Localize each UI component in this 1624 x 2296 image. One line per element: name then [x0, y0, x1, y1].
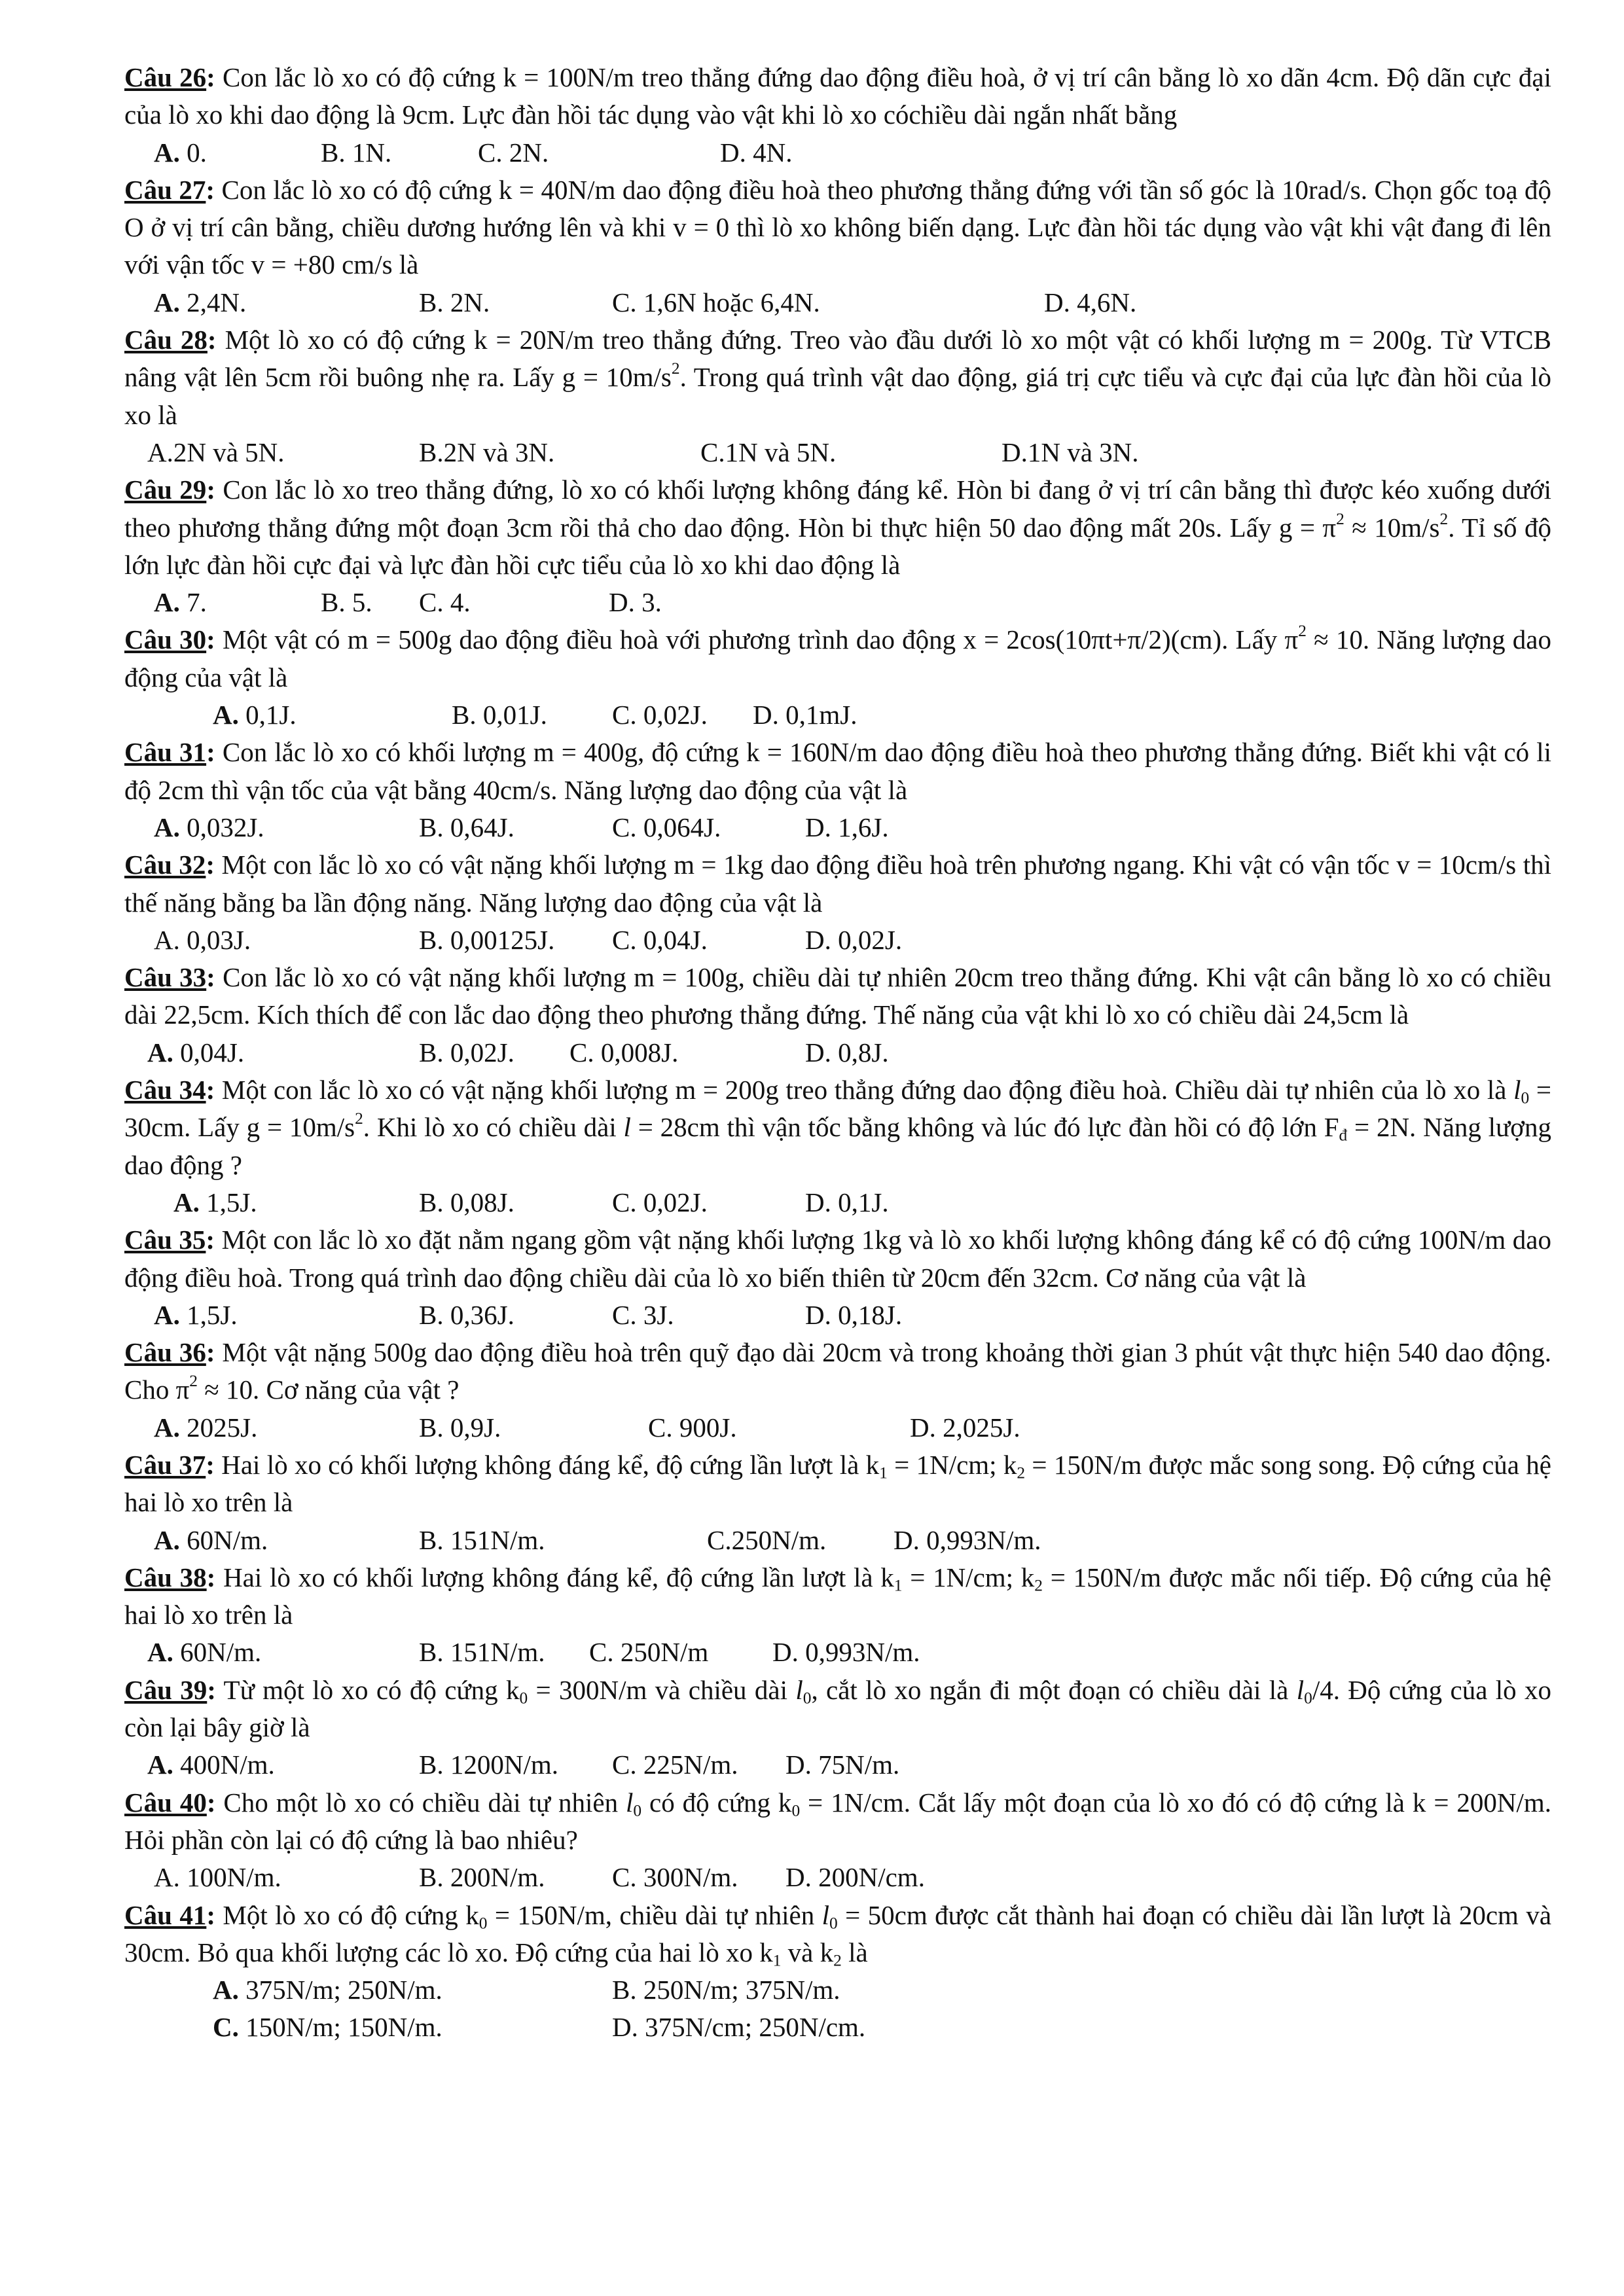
question-body: Con lắc lò xo có độ cứng k = 40N/m dao động điều hoà theo phương thẳng đứng với tần số góc là 10rad/s. Chọn gốc toạ độ O ở vị trí cân bằng, chiều dương hướng lên và khi v = 0 thì lò xo không biến dạng. Lực đàn hồi tác dụng vào vật khi vật đang đi lên với vận tốc v = +80 cm/s là [124, 174, 1551, 280]
option-d: D. 0,18J. [805, 1299, 903, 1330]
question-text: Câu 28: Một lò xo có độ cứng k = 20N/m treo thẳng đứng. Treo vào đầu dưới lò xo một vật có khối lượng m = 200g. Từ VTCB nâng vật lên 5cm rồi buông nhẹ ra. Lấy $g = 10m/s^2$. Trong quá trình vật dao động, giá trị cực tiểu và cực đại của lực đàn hồi của lò xo là [124, 325, 1551, 430]
question-37 [124, 1446, 1551, 1559]
document-page [124, 59, 1551, 2047]
question-label: Câu 26 [124, 62, 207, 92]
option-b: B. 151N/m. [419, 1637, 545, 1668]
option-b: B. 0,00125J. [419, 924, 555, 955]
option-d: D. 0,02J. [805, 924, 903, 955]
option-c: C. 0,02J. [612, 1187, 708, 1217]
option-d: D. 0,993N/m. [772, 1637, 920, 1668]
options-row [124, 1522, 1551, 1559]
question-text: Câu 33: Con lắc lò xo có vật nặng khối lượng m = 100g, chiều dài tự nhiên 20cm treo thẳng đứng. Khi vật cân bằng lò xo có chiều dài 22,5cm. Kích thích để con lắc dao động theo phương thẳng đứng. Thế năng của vật khi lò xo có chiều dài 24,5cm là [124, 962, 1552, 1030]
question-29 [124, 471, 1551, 621]
option-a: A. 7. [154, 587, 207, 618]
options-row [124, 584, 1551, 621]
question-label: Câu 33 [124, 962, 207, 993]
question-text: Câu 37: Hai lò xo có khối lượng không đáng kể, độ cứng lần lượt là $k_1 = 1N/cm$; $k_2 = 150N/m$ được mắc song song. Độ cứng của hệ hai lò xo trên là [124, 1449, 1552, 1518]
question-33 [124, 959, 1551, 1071]
question-text: Câu 41: Một lò xo có độ cứng $k_0 = 150N/m$, chiều dài tự nhiên $l_0 = 50cm$ được cắt thành hai đoạn có chiều dài lần lượt là 20cm và 30cm. Bỏ qua khối lượng các lò xo. Độ cứng của hai lò xo $k_1$ và $k_2$ là [124, 1899, 1552, 1970]
option-a: A. 2,4N. [154, 287, 247, 317]
options-row [124, 1034, 1551, 1071]
question-label: Câu 28 [124, 325, 208, 355]
option-c: C.1N và 5N. [700, 437, 837, 467]
question-text: Câu 36: Một vật nặng 500g dao động điều hoà trên quỹ đạo dài 20cm và trong khoảng thời gian 3 phút vật thực hiện 540 dao động. Cho $\pi^2 \approx 10$. Cơ năng của vật ? [124, 1337, 1551, 1405]
option-a: A. 60N/m. [147, 1637, 262, 1668]
option-c: C. 1,6N hoặc 6,4N. [612, 287, 820, 317]
option-b: B. 0,02J. [419, 1037, 514, 1067]
options-row [124, 1634, 1551, 1671]
option-d: D. 4N. [720, 137, 793, 168]
option-a: A. 0,04J. [147, 1037, 245, 1067]
question-36 [124, 1334, 1551, 1446]
options-row [124, 696, 1551, 734]
option-a: A. 60N/m. [154, 1524, 268, 1555]
option-a: A. 1,5J. [173, 1187, 257, 1217]
options-row [124, 1746, 1551, 1784]
option-a: A. 100N/m. [154, 1862, 281, 1893]
option-b: B. 2N. [419, 287, 490, 317]
option-b: B. 0,01J. [452, 700, 547, 730]
option-d: D. 200N/cm. [785, 1862, 925, 1893]
question-label: Câu 30 [124, 624, 207, 655]
option-b: B. 0,36J. [419, 1299, 514, 1330]
question-label: Câu 39 [124, 1674, 208, 1705]
option-c: C. 0,02J. [612, 700, 708, 730]
question-label: Câu 29 [124, 475, 207, 505]
option-b: B. 250N/m; 375N/m. [612, 1975, 840, 2005]
option-a: A.2N và 5N. [147, 437, 285, 467]
option-b: B. 0,08J. [419, 1187, 514, 1217]
question-26 [124, 59, 1551, 171]
option-d: D. 3. [609, 587, 662, 618]
question-28 [124, 321, 1551, 471]
question-30 [124, 621, 1551, 734]
option-c: C. 250N/m [589, 1637, 709, 1668]
question-label: Câu 36 [124, 1337, 206, 1368]
question-label: Câu 31 [124, 737, 207, 768]
option-d: D. 0,8J. [805, 1037, 889, 1067]
question-label: Câu 41 [124, 1899, 207, 1930]
question-27 [124, 171, 1551, 321]
options-row [124, 1409, 1551, 1446]
option-c: C. 900J. [648, 1412, 737, 1443]
question-label: Câu 35 [124, 1225, 206, 1255]
option-a: A. 2025J. [154, 1412, 258, 1443]
option-c: C. 2N. [478, 137, 549, 168]
question-label: Câu 37 [124, 1449, 206, 1480]
question-32 [124, 846, 1551, 959]
option-c: C. 0,04J. [612, 924, 708, 955]
options-row [124, 922, 1551, 959]
question-body: Một con lắc lò xo đặt nằm ngang gồm vật nặng khối lượng 1kg và lò xo khối lượng không đáng kể có độ cứng 100N/m dao động điều hoà. Trong quá trình dao động chiều dài của lò xo biến thiên từ 20cm đến 32cm. Cơ năng của vật là [124, 1225, 1552, 1293]
option-a: A. 0,032J. [154, 812, 264, 842]
options-row [124, 1859, 1551, 1896]
question-31 [124, 734, 1551, 846]
option-a: A. 0. [154, 137, 207, 168]
option-a: A. 375N/m; 250N/m. [213, 1975, 442, 2005]
option-d: D.1N và 3N. [1001, 437, 1139, 467]
question-label: Câu 34 [124, 1075, 206, 1105]
question-34 [124, 1071, 1551, 1221]
option-d: D. 375N/cm; 250N/cm. [612, 2012, 866, 2043]
option-c: C.250N/m. [707, 1524, 827, 1555]
option-a: A. 0,1J. [213, 700, 297, 730]
question-text: Câu 39: Từ một lò xo có độ cứng $k_0 = 300N/m$ và chiều dài $l_0$, cắt lò xo ngắn đi một đoạn có chiều dài là $l_0/4$. Độ cứng của lò xo còn lại bây giờ là [124, 1674, 1551, 1743]
question-39 [124, 1672, 1551, 1784]
option-d: D. 75N/m. [785, 1749, 900, 1780]
option-c: C. 150N/m; 150N/m. [213, 2012, 442, 2043]
option-c: C. 4. [419, 587, 471, 618]
option-d: D. 0,993N/m. [893, 1524, 1041, 1555]
option-d: D. 0,1J. [805, 1187, 889, 1217]
option-b: B. 1N. [321, 137, 392, 168]
option-d: D. 0,1mJ. [753, 700, 857, 730]
option-c: C. 3J. [612, 1299, 674, 1330]
question-body: Con lắc lò xo có khối lượng m = 400g, độ cứng k = 160N/m dao động điều hoà theo phương thẳng đứng. Biết khi vật có li độ 2cm thì vận tốc của vật bằng 40cm/s. Năng lượng dao động của vật là [124, 737, 1551, 805]
options-row [124, 809, 1551, 846]
question-41 [124, 1897, 1551, 2047]
option-b: B.2N và 3N. [419, 437, 555, 467]
question-text: Câu 27: Con lắc lò xo có độ cứng k = 40N/m dao động điều hoà theo phương thẳng đứng với tần số góc là 10rad/s. Chọn gốc toạ độ O ở vị trí cân bằng, chiều dương hướng lên và khi v = 0 thì lò xo không biến dạng. Lực đàn hồi tác dụng vào vật khi vật đang đi lên với vận tốc v = +80 cm/s là [124, 174, 1551, 280]
option-d: D. 2,025J. [910, 1412, 1020, 1443]
option-c: C. 225N/m. [612, 1749, 738, 1780]
question-38 [124, 1559, 1551, 1672]
options-row [124, 1184, 1551, 1221]
question-body: Con lắc lò xo có độ cứng k = 100N/m treo thẳng đứng dao động điều hoà, ở vị trí cân bằng lò xo dãn 4cm. Độ dãn cực đại của lò xo khi dao động là 9cm. Lực đàn hồi tác dụng vào vật khi lò xo cóchiều dài ngắn nhất bằng [124, 62, 1552, 130]
option-d: D. 1,6J. [805, 812, 889, 842]
question-40 [124, 1784, 1551, 1897]
question-label: Câu 32 [124, 850, 206, 880]
question-text: Câu 40: Cho một lò xo có chiều dài tự nhiên $l_0$ có độ cứng $k_0 = 1N/cm$. Cắt lấy một đoạn của lò xo đó có độ cứng là k = 200N/m. Hỏi phần còn lại có độ cứng là bao nhiêu? [124, 1787, 1552, 1855]
option-a: A. 400N/m. [147, 1749, 275, 1780]
question-label: Câu 38 [124, 1562, 207, 1592]
question-35 [124, 1221, 1551, 1334]
question-label: Câu 27 [124, 174, 206, 205]
option-c: C. 300N/m. [612, 1862, 738, 1893]
option-d: D. 4,6N. [1044, 287, 1137, 317]
question-text: Câu 29: Con lắc lò xo treo thẳng đứng, lò xo có khối lượng không đáng kể. Hòn bi đang ở vị trí cân bằng thì được kéo xuống dưới theo phương thẳng đứng một đoạn 3cm rồi thả cho dao động. Hòn bi thực hiện 50 dao động mất 20s. Lấy $g = \pi^2 \approx 10m/s^2$. Tỉ số độ lớn lực đàn hồi cực đại và lực đàn hồi cực tiểu của lò xo khi dao động là [124, 475, 1552, 580]
option-b: B. 5. [321, 587, 372, 618]
option-a: A. 1,5J. [154, 1299, 238, 1330]
question-body: Con lắc lò xo có vật nặng khối lượng m = 100g, chiều dài tự nhiên 20cm treo thẳng đứng. Khi vật cân bằng lò xo có chiều dài 22,5cm. Kích thích để con lắc dao động theo phương thẳng đứng. Thế năng của vật khi lò xo có chiều dài 24,5cm là [124, 962, 1552, 1030]
question-label: Câu 40 [124, 1787, 207, 1818]
option-b: B. 151N/m. [419, 1524, 545, 1555]
question-text: Câu 32: Một con lắc lò xo có vật nặng khối lượng m = 1kg dao động điều hoà trên phương ngang. Khi vật có vận tốc v = 10cm/s thì thế năng bằng ba lần động năng. Năng lượng dao động của vật là [124, 850, 1551, 918]
option-b: B. 200N/m. [419, 1862, 545, 1893]
options-row [124, 2009, 1551, 2046]
option-c: C. 0,064J. [612, 812, 721, 842]
options-row [124, 284, 1551, 321]
question-body: Một con lắc lò xo có vật nặng khối lượng m = 1kg dao động điều hoà trên phương ngang. Khi vật có vận tốc v = 10cm/s thì thế năng bằng ba lần động năng. Năng lượng dao động của vật là [124, 850, 1551, 918]
question-text: Câu 38: Hai lò xo có khối lượng không đáng kể, độ cứng lần lượt là $k_1 = 1N/cm$; $k_2 = 150N/m$ được mắc nối tiếp. Độ cứng của hệ hai lò xo trên là [124, 1562, 1551, 1630]
question-text: Câu 31: Con lắc lò xo có khối lượng m = 400g, độ cứng k = 160N/m dao động điều hoà theo phương thẳng đứng. Biết khi vật có li độ 2cm thì vận tốc của vật bằng 40cm/s. Năng lượng dao động của vật là [124, 737, 1551, 805]
option-b: B. 1200N/m. [419, 1749, 559, 1780]
options-row [124, 434, 1551, 471]
options-row [124, 1297, 1551, 1334]
option-c: C. 0,008J. [569, 1037, 679, 1067]
question-text: Câu 35: Một con lắc lò xo đặt nằm ngang gồm vật nặng khối lượng 1kg và lò xo khối lượng không đáng kể có độ cứng 100N/m dao động điều hoà. Trong quá trình dao động chiều dài của lò xo biến thiên từ 20cm đến 32cm. Cơ năng của vật là [124, 1225, 1552, 1293]
option-b: B. 0,9J. [419, 1412, 501, 1443]
option-a: A. 0,03J. [154, 924, 251, 955]
question-text: Câu 30: Một vật có m = 500g dao động điều hoà với phương trình dao động x = 2cos(10πt+π/2)(cm). Lấy $\pi^2 \approx 10$. Năng lượng dao động của vật là [124, 622, 1552, 692]
options-row [124, 134, 1551, 171]
options-row [124, 1971, 1551, 2009]
option-b: B. 0,64J. [419, 812, 514, 842]
question-text: Câu 26: Con lắc lò xo có độ cứng k = 100N/m treo thẳng đứng dao động điều hoà, ở vị trí cân bằng lò xo dãn 4cm. Độ dãn cực đại của lò xo khi dao động là 9cm. Lực đàn hồi tác dụng vào vật khi lò xo cóchiều dài ngắn nhất bằng [124, 62, 1552, 130]
question-text: Câu 34: Một con lắc lò xo có vật nặng khối lượng m = 200g treo thẳng đứng dao động điều hoà. Chiều dài tự nhiên của lò xo là $l_0 = 30cm$. Lấy $g = 10m/s^2$. Khi lò xo có chiều dài l = 28cm thì vận tốc bằng không và lúc đó lực đàn hồi có độ lớn $F_đ = 2N$. Năng lượng dao động ? [124, 1075, 1552, 1180]
